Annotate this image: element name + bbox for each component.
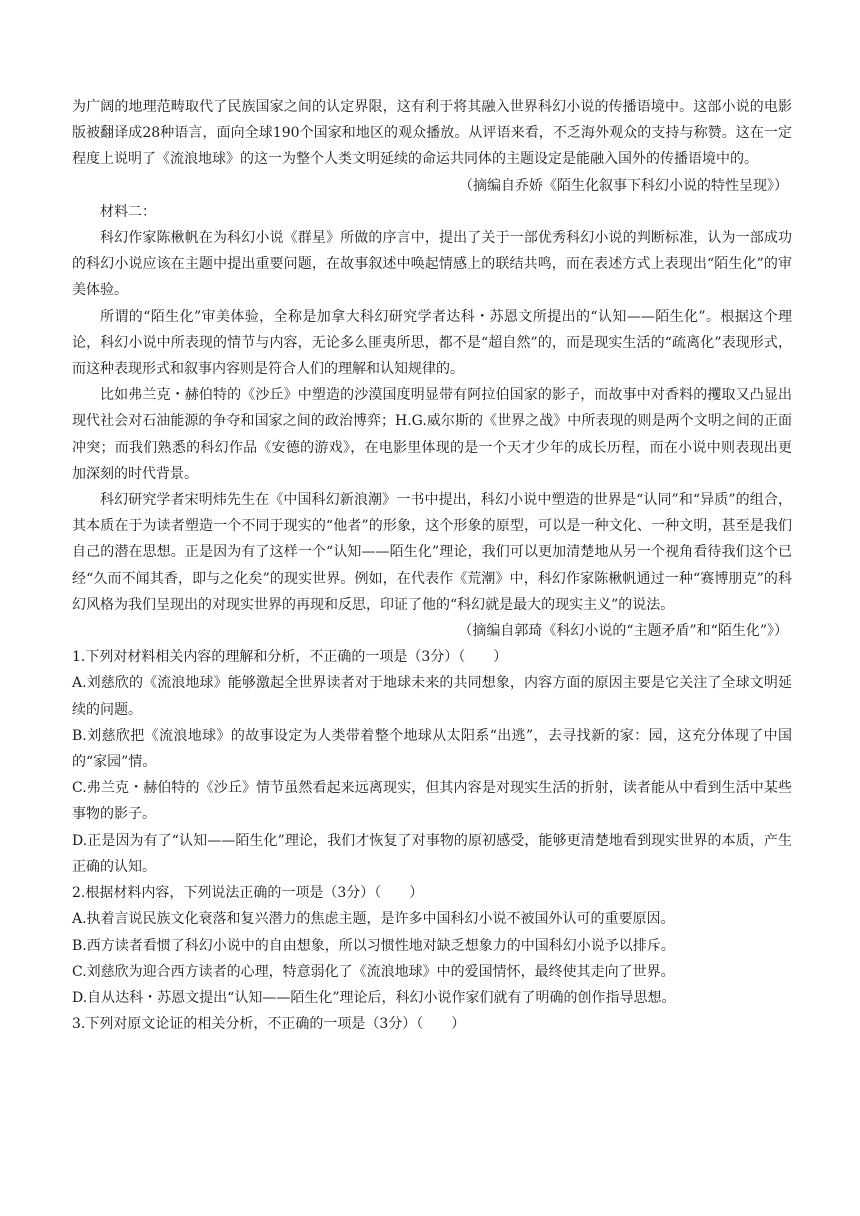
question-1-option-b: B.刘慈欣把《流浪地球》的故事设定为人类带着整个地球从太阳系“出逃”，去寻找新的家：园，这充分体现了中国的“家园”情。 xyxy=(72,727,792,771)
question-1-stem: 1.下列对材料相关内容的理解和分析，不正确的一项是（3分）（ ） xyxy=(72,649,508,666)
material2-paragraph: 比如弗兰克・赫伯特的《沙丘》中塑造的沙漠国度明显带有阿拉伯国家的影子，而故事中对香料的攫取又凸显出现代社会对石油能源的争夺和国家之间的政治博弈；H.G.威尔斯的《世界之战》中所表现的则是两个文明之间的正面冲突；而我们熟悉的科幻作品《安德的游戏》，在电影里体现的是一个天才少年的成长历程，而在小说中则表现出更加深刻的时代背景。 xyxy=(72,387,792,482)
exam-page xyxy=(72,94,792,1037)
material2-paragraph: 科幻研究学者宋明炜先生在《中国科幻新浪潮》一书中提出，科幻小说中塑造的世界是“认同”和“异质”的组合，其本质在于为读者塑造一个不同于现实的“他者”的形象，这个形象的原型，可以是一种文化、一种文明，甚至是我们自己的潜在思想。正是因为有了这样一个“认知——陌生化”理论，我们可以更加清楚地从另一个视角看待我们这个已经“久而不闻其香，即与之化矣”的现实世界。例如，在代表作《荒潮》中，科幻作家陈楸帆通过一种“赛博朋克”的科幻风格为我们呈现出的对现实世界的再现和反思，印证了他的“科幻就是最大的现实主义”的说法。 xyxy=(72,492,792,613)
question-2-option-c: C.刘慈欣为迎合西方读者的心理，特意弱化了《流浪地球》中的爱国情怀，最终使其走向了世界。 xyxy=(72,963,675,980)
question-2-option-b: B.西方读者看惯了科幻小说中的自由想象，所以习惯性地对缺乏想象力的中国科幻小说予以排斥。 xyxy=(72,937,675,954)
source-citation-2: （摘编自郭琦《科幻小说的“主题矛盾”和“陌生化”》） xyxy=(458,623,788,640)
material2-heading: 材料二： xyxy=(100,203,156,220)
question-2-option-a: A.执着言说民族文化衰落和复兴潜力的焦虑主题，是许多中国科幻小说不被国外认可的重要原因。 xyxy=(72,911,675,928)
question-1-option-c: C.弗兰克・赫伯特的《沙丘》情节虽然看起来远离现实，但其内容是对现实生活的折射，读者能从中看到生活中某些事物的影子。 xyxy=(72,780,792,823)
question-2-option-d: D.自从达科・苏恩文提出“认知——陌生化”理论后，科幻小说作家们就有了明确的创作指导思想。 xyxy=(72,989,676,1006)
source-citation-1: （摘编自乔娇《陌生化叙事下科幻小说的特性呈现》） xyxy=(459,177,788,194)
material2-paragraph: 科幻作家陈楸帆在为科幻小说《群星》所做的序言中，提出了关于一部优秀科幻小说的判断标准，认为一部成功的科幻小说应该在主题中提出重要问题，在故事叙述中唤起情感上的联结共鸣，而在表述方式上表现出“陌生化”的审美体验。 xyxy=(72,230,792,299)
question-1-option-d: D.正是因为有了“认知——陌生化”理论，我们才恢复了对事物的原初感受，能够更清楚地看到现实世界的本质，产生正确的认知。 xyxy=(72,832,792,875)
material1-tail-paragraph: 为广阔的地理范畴取代了民族国家之间的认定界限，这有利于将其融入世界科幻小说的传播语境中。这部小说的电影版被翻译成28种语言，面向全球190个国家和地区的观众播放。从评语来看，不乏海外观众的支持与称赞。这在一定程度上说明了《流浪地球》的这一为整个人类文明延续的命运共同体的主题设定是能融入国外的传播语境中的。 xyxy=(72,99,792,168)
question-2-stem: 2.根据材料内容，下列说法正确的一项是（3分）（ ） xyxy=(72,885,424,902)
question-1-option-a: A.刘慈欣的《流浪地球》能够激起全世界读者对于地球未来的共同想象，内容方面的原因主要是它关注了全球文明延续的问题。 xyxy=(72,675,792,718)
question-3-stem: 3.下列对原文论证的相关分析，不正确的一项是（3分）（ ） xyxy=(72,1016,466,1033)
material2-paragraph: 所谓的“陌生化”审美体验，全称是加拿大科幻研究学者达科・苏恩文所提出的“认知——陌生化”。根据这个理论，科幻小说中所表现的情节与内容，无论多么匪夷所思，都不是“超自然”的，而是现实生活的“疏离化”表现形式，而这种表现形式和叙事内容则是符合人们的理解和认知规律的。 xyxy=(72,308,792,378)
